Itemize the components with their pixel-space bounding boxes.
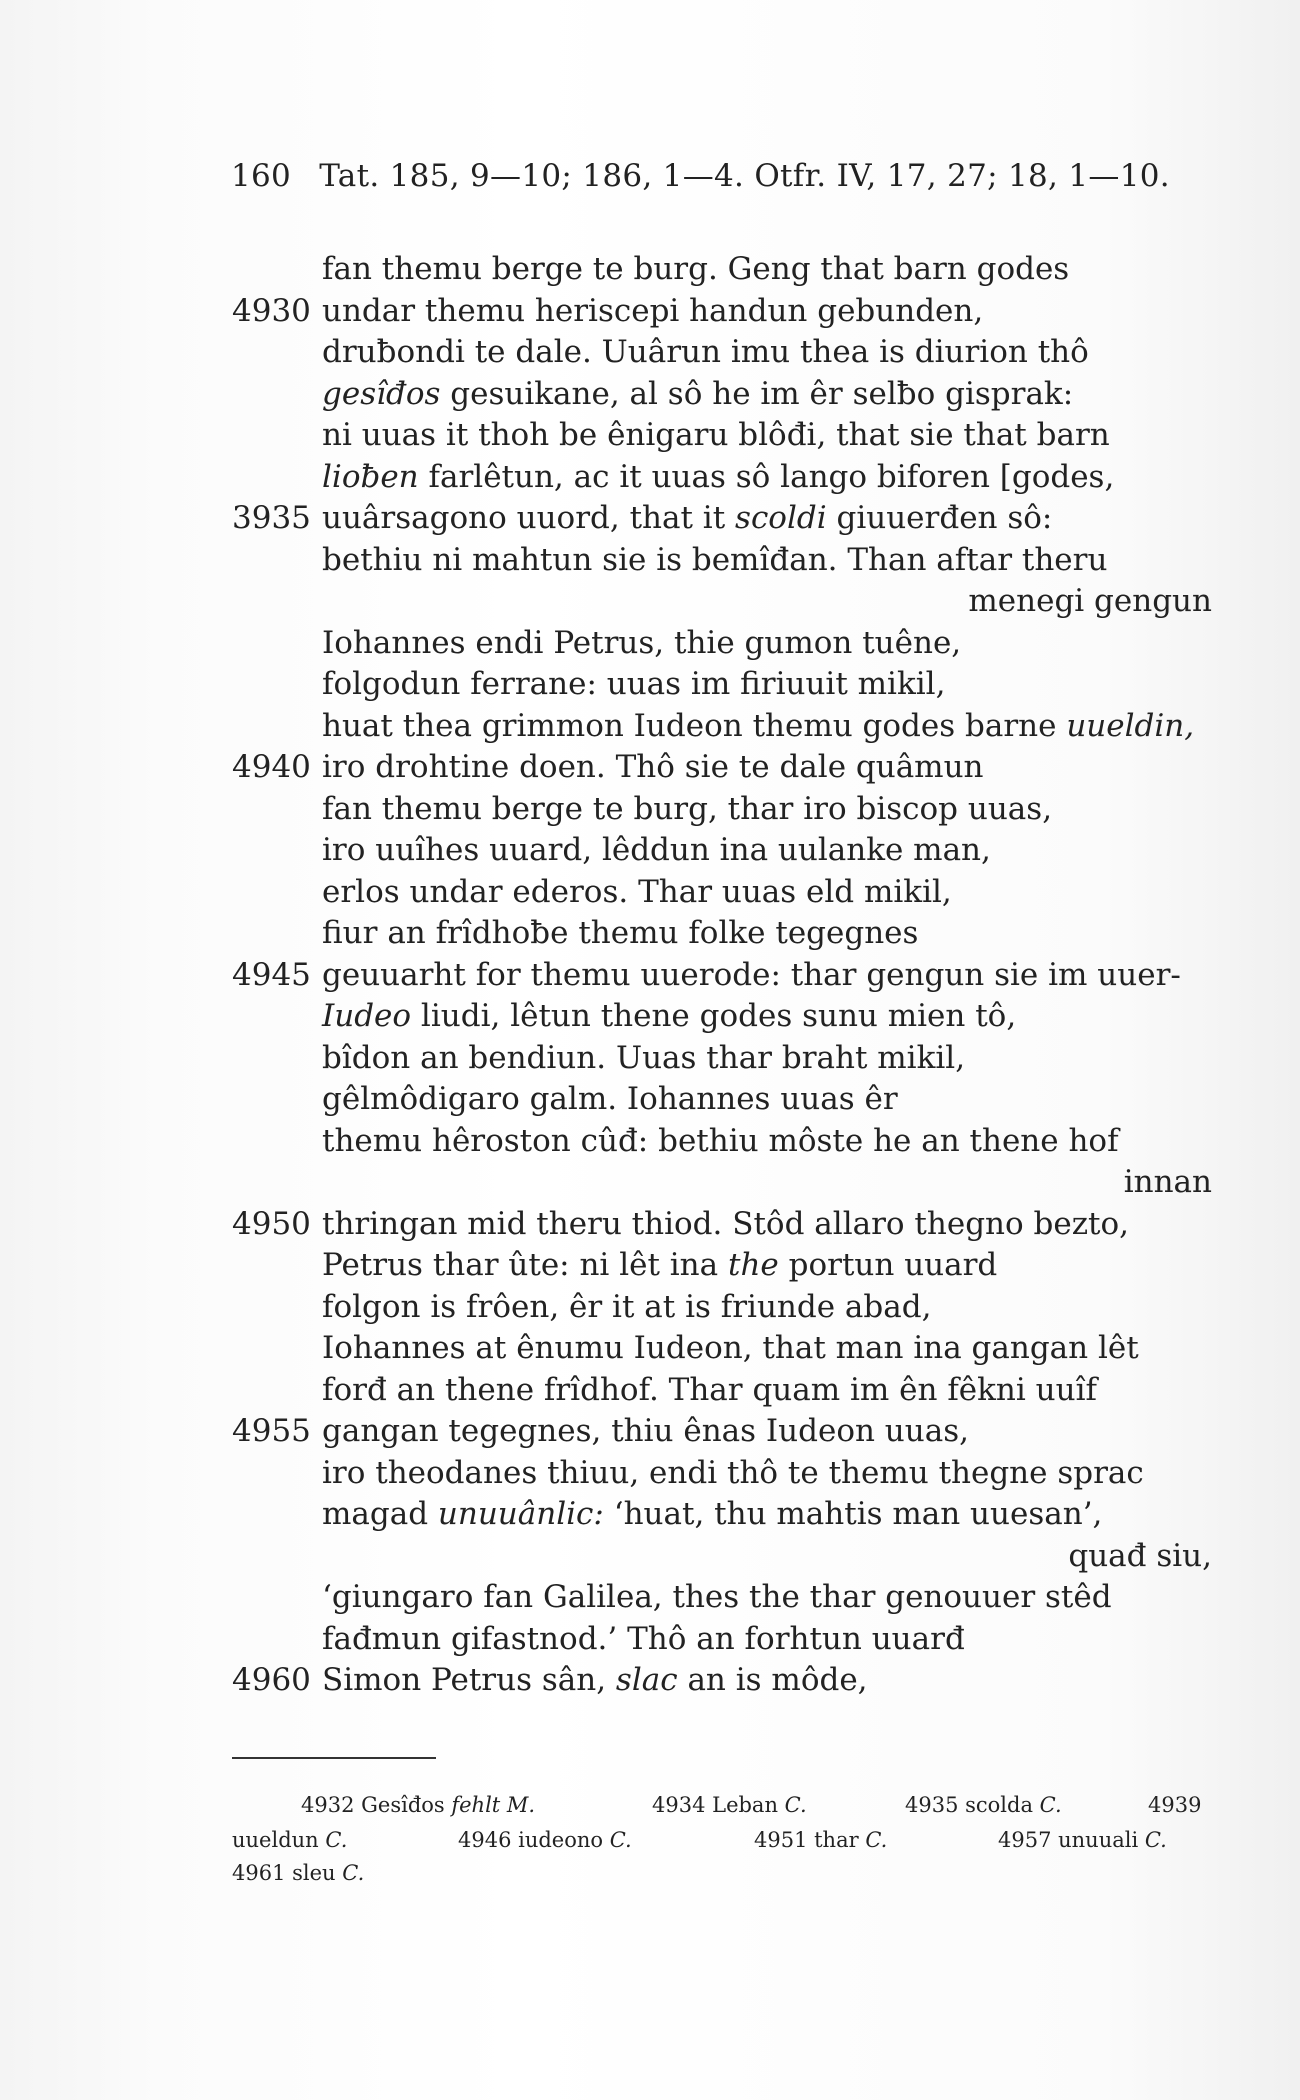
verse-text-line: magad unuuânlic: ‘huat, thu mahtis man uuesan’, — [322, 1496, 1103, 1532]
footnote: 4932 Gesîđos fehlt M. — [301, 1793, 536, 1817]
verse-text-line: gangan tegegnes, thiu ênas Iudeon uuas, — [322, 1413, 969, 1449]
verse-continuation: menegi gengun — [968, 583, 1212, 619]
verse-line — [0, 289, 1300, 333]
verse-text-line: Petrus thar ûte: ni lêt ina the portun uuard — [322, 1247, 998, 1283]
italic-word: scoldi — [735, 500, 827, 536]
verse-line — [0, 662, 1300, 706]
footnote: 4961 sleu C. — [232, 1861, 365, 1885]
italic-word: gesîđos — [322, 376, 441, 412]
page-number: 160 — [231, 158, 292, 194]
verse-line — [0, 1119, 1300, 1163]
source-reference: Tat. 185, 9—10; 186, 1—4. Otfr. IV, 17, 27; 18, 1—10. — [319, 158, 1170, 194]
verse-line — [0, 1326, 1300, 1370]
verse-line — [0, 1492, 1300, 1536]
verse-text-line: thringan mid theru thiod. Stôd allaro thegno bezto, — [322, 1206, 1130, 1242]
verse-line — [0, 704, 1300, 748]
footnote: 4957 unuuali C. — [998, 1828, 1167, 1852]
verse-text-line: fan themu berge te burg. Geng that barn godes — [322, 251, 1070, 287]
verse-line — [0, 1285, 1300, 1329]
italic-word: unuuânlic: — [437, 1496, 604, 1532]
verse-line — [0, 994, 1300, 1038]
verse-line — [0, 1077, 1300, 1121]
verse-text-line: gesîđos gesuikane, al sô he im êr selƀo gisprak: — [322, 376, 1074, 412]
footnote: 4939 — [1148, 1793, 1202, 1817]
footnote: 4934 Leban C. — [652, 1793, 807, 1817]
line-number: 4950 — [232, 1206, 311, 1242]
verse-text-line: themu hêroston cûđ: bethiu môste he an thene hof — [322, 1123, 1119, 1159]
line-number: 4955 — [232, 1413, 311, 1449]
italic-word: Iudeo — [322, 998, 412, 1034]
verse-text-line: Simon Petrus sân, slac an is môde, — [322, 1662, 868, 1698]
verse-text-line: druƀondi te dale. Uuârun imu thea is diurion thô — [322, 334, 1089, 370]
verse-text-line: fan themu berge te burg, thar iro biscop uuas, — [322, 791, 1053, 827]
verse-line — [0, 496, 1300, 540]
verse-text-line: erlos undar ederos. Thar uuas eld mikil, — [322, 874, 952, 910]
verse-text-line: folgodun ferrane: uuas im firiuuit mikil, — [322, 666, 946, 702]
verse-text-line: fiur an frîdhoƀe themu folke tegegnes — [322, 915, 919, 951]
verse-text-line: Iudeo liudi, lêtun thene godes sunu mien tô, — [322, 998, 1017, 1034]
verse-continuation: quađ siu, — [1068, 1538, 1212, 1574]
verse-text-line: undar themu heriscepi handun gebunden, — [322, 293, 984, 329]
verse-text-line: Iohannes at ênumu Iudeon, that man ina gangan lêt — [322, 1330, 1139, 1366]
verse-line — [0, 1243, 1300, 1287]
verse-line — [0, 621, 1300, 665]
verse-line — [0, 911, 1300, 955]
verse-line — [0, 1202, 1300, 1246]
verse-text-line: iro uuîhes uuard, lêddun ina uulanke man, — [322, 832, 991, 868]
verse-text-line: gêlmôdigaro galm. Iohannes uuas êr — [322, 1081, 898, 1117]
verse-line — [0, 1160, 1300, 1204]
verse-line — [0, 1658, 1300, 1702]
verse-line — [0, 538, 1300, 582]
footnote: 4935 scolda C. — [905, 1793, 1062, 1817]
footnote: uueldun C. — [232, 1828, 348, 1852]
verse-line — [0, 579, 1300, 623]
verse-line — [0, 247, 1300, 291]
verse-line — [0, 870, 1300, 914]
verse-line — [0, 1451, 1300, 1495]
verse-text-line: uuârsagono uuord, that it scoldi giuuerđen sô: — [322, 500, 1053, 536]
verse-text-line: forđ an thene frîdhof. Thar quam im ên fêkni uuîf — [322, 1372, 1097, 1408]
italic-word: the — [727, 1247, 779, 1283]
verse-line — [0, 330, 1300, 374]
italic-word: slac — [615, 1662, 678, 1698]
verse-line — [0, 1409, 1300, 1453]
line-number: 4945 — [232, 957, 311, 993]
verse-text-line: iro theodanes thiuu, endi thô te themu thegne sprac — [322, 1455, 1144, 1491]
italic-word: uueldin, — [1066, 708, 1195, 744]
verse-text-line: huat thea grimmon Iudeon themu godes barne uueldin, — [322, 708, 1195, 744]
line-number: 4940 — [232, 749, 311, 785]
verse-continuation: innan — [1123, 1164, 1212, 1200]
verse-line — [0, 372, 1300, 416]
verse-line — [0, 953, 1300, 997]
line-number: 3935 — [232, 500, 311, 536]
verse-text-line: ni uuas it thoh be ênigaru blôđi, that sie that barn — [322, 417, 1110, 453]
verse-line — [0, 787, 1300, 831]
verse-line — [0, 455, 1300, 499]
verse-text-line: Iohannes endi Petrus, thie gumon tuêne, — [322, 625, 962, 661]
verse-line — [0, 1534, 1300, 1578]
verse-text-line: bethiu ni mahtun sie is bemîđan. Than aftar theru — [322, 542, 1108, 578]
verse-text-line: geuuarht for themu uuerode: thar gengun sie im uuer- — [322, 957, 1181, 993]
verse-text-line: folgon is frôen, êr it at is friunde abad, — [322, 1289, 932, 1325]
italic-word: lioƀen — [322, 459, 419, 495]
line-number: 4960 — [232, 1662, 311, 1698]
verse-text-line: fađmun gifastnod.’ Thô an forhtun uuarđ — [322, 1621, 965, 1657]
footnote: 4951 thar C. — [754, 1828, 888, 1852]
verse-line — [0, 1575, 1300, 1619]
footnote: 4946 iudeono C. — [458, 1828, 632, 1852]
verse-text-line: bîdon an bendiun. Uuas thar braht mikil, — [322, 1040, 966, 1076]
verse-line — [0, 1368, 1300, 1412]
verse-text-line: lioƀen farlêtun, ac it uuas sô lango biforen [godes, — [322, 459, 1115, 495]
verse-text-line: ‘giungaro fan Galilea, thes the thar genouuer stêd — [322, 1579, 1112, 1615]
verse-line — [0, 828, 1300, 872]
verse-line — [0, 745, 1300, 789]
line-number: 4930 — [232, 293, 311, 329]
verse-line — [0, 413, 1300, 457]
verse-line — [0, 1036, 1300, 1080]
footnote-rule — [232, 1757, 436, 1759]
verse-line — [0, 1617, 1300, 1661]
verse-text-line: iro drohtine doen. Thô sie te dale quâmun — [322, 749, 984, 785]
